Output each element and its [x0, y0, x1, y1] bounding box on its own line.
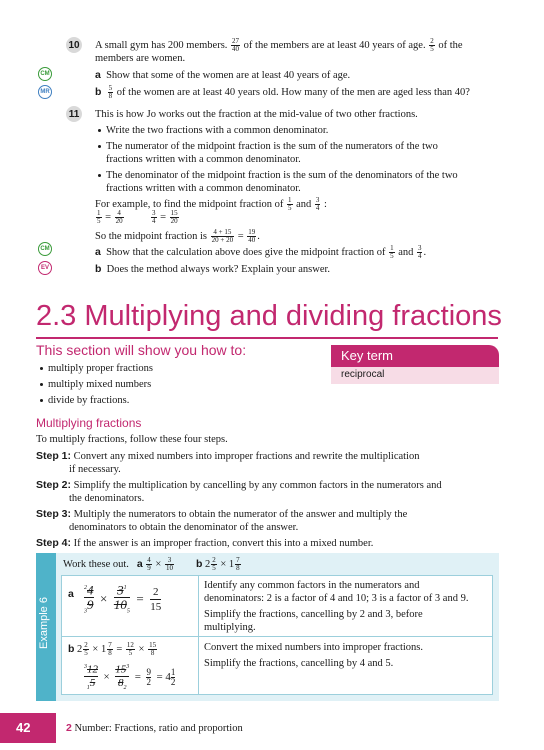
table-column-divider	[198, 575, 199, 695]
part-b-explanation-2: Simplify the fractions, cancelling by 4 and 5.	[204, 658, 394, 669]
q11-bullet-3a: The denominator of the midpoint fraction is the sum of the denominators of the two	[106, 170, 458, 181]
cm-badge-icon: CM	[38, 242, 52, 256]
question-number-10: 10	[66, 37, 82, 53]
key-term: reciprocal	[341, 369, 385, 380]
footer-chapter: 2 Number: Fractions, ratio and proportion	[66, 722, 243, 734]
cm-badge-icon: CM	[38, 67, 52, 81]
step-1-cont: if necessary.	[69, 464, 121, 475]
bullet-icon	[40, 383, 43, 386]
q11-equivalent-2: $\frac{3}{4}$ = $\frac{15}{20}$	[152, 209, 178, 225]
q10-part-a: a Show that some of the women are at least 40 years of age.	[95, 69, 351, 81]
q11-part-b: b Does the method always work? Explain your answer.	[95, 263, 331, 275]
part-b-working-2: $\frac{^312}{_15}$ × $\frac{15^3}{8_2}$ = $\frac{9}{2}$ = 4 $\frac{1}{2}$	[84, 661, 175, 694]
key-term-header	[331, 345, 499, 367]
bullet-icon	[98, 145, 101, 148]
q10-part-b: b $\frac{5}{8}$ of the women are at least 40 years old. How many of the men are aged less than 40?	[95, 84, 470, 100]
part-b-working-1: b 2 $\frac{2}{5}$ × 1 $\frac{7}{8}$ = $\frac{12}{5}$ × $\frac{15}{8}$	[68, 641, 157, 657]
q11-equivalent-1: $\frac{1}{5}$ = $\frac{4}{20}$	[97, 209, 123, 225]
step-4: Step 4: If the answer is an improper fraction, convert this into a mixed number.	[36, 537, 374, 549]
key-term-title: Key term	[341, 348, 394, 363]
ev-badge-icon: EV	[38, 261, 52, 275]
step-1: Step 1: Convert any mixed numbers into improper fractions and rewrite the multiplication	[36, 450, 420, 462]
part-a-explanation-2: denominators: 2 is a factor of 4 and 10; 3 is a factor of 3 and 9.	[204, 593, 469, 604]
bullet-icon	[40, 399, 43, 402]
page-number-tab	[0, 713, 56, 743]
step-3-cont: denominators to obtain the denominator of the answer.	[69, 522, 299, 533]
section-bullet: multiply proper fractions	[48, 363, 153, 374]
q11-bullet-2b: fractions written with a common denominator.	[106, 154, 301, 165]
subsection-heading: Multiplying fractions	[36, 416, 142, 430]
part-a-working: $\frac{^24}{_39}$ × $\frac{3^1}{10_5}$ = $\frac{2}{15}$	[84, 581, 161, 619]
q11-bullet-3b: fractions written with a common denominator.	[106, 183, 301, 194]
section-divider	[36, 337, 498, 339]
bullet-icon	[98, 129, 101, 132]
table-row-divider	[61, 636, 493, 637]
key-term-body	[331, 367, 499, 384]
question-number-11: 11	[66, 106, 82, 122]
q11-bullet-2a: The numerator of the midpoint fraction is the sum of the numerators of the two	[106, 141, 438, 152]
section-bullet: divide by fractions.	[48, 395, 130, 406]
example-part-a-label: a	[68, 588, 74, 600]
section-title: 2.3 Multiplying and dividing fractions	[36, 300, 502, 332]
bullet-icon	[40, 367, 43, 370]
example-tab-label: Example 6	[38, 597, 50, 649]
part-b-explanation-1: Convert the mixed numbers into improper fractions.	[204, 642, 423, 653]
steps-intro: To multiply fractions, follow these four steps.	[36, 434, 228, 445]
q11-part-a: a Show that the calculation above does give the midpoint fraction of $\frac{1}{5}$ and $\frac{3}{4}$ .	[95, 244, 427, 260]
q11-intro: This is how Jo works out the fraction at the mid-value of two other fractions.	[95, 109, 418, 120]
q11-bullet-1: Write the two fractions with a common denominator.	[106, 125, 329, 136]
part-a-explanation-3: Simplify the fractions, cancelling by 2 and 3, before	[204, 609, 423, 620]
q11-example-line: For example, to find the midpoint fraction of $\frac{1}{5}$ and $\frac{3}{4}$ :	[95, 196, 327, 212]
bullet-icon	[98, 174, 101, 177]
mr-badge-icon: MR	[38, 85, 52, 99]
step-2: Step 2: Simplify the multiplication by cancelling by any common factors in the numerators and	[36, 479, 442, 491]
step-2-cont: the denominators.	[69, 493, 145, 504]
part-a-explanation-1: Identify any common factors in the numerators and	[204, 580, 420, 591]
step-3: Step 3: Multiply the numerators to obtain the numerator of the answer and multiply the	[36, 508, 408, 520]
q11-midpoint-line: So the midpoint fraction is $\frac{4 + 15}{20 + 20}$ = $\frac{19}{40}$ .	[95, 228, 260, 244]
q10-line1: A small gym has 200 members. $\frac{27}{40}$ of the members are at least 40 years of age. $\frac{2}{5}$ of the	[95, 37, 463, 53]
q10-line2: members are women.	[95, 53, 186, 64]
example-tab	[36, 553, 56, 701]
section-intro: This section will show you how to:	[36, 342, 247, 358]
page-number: 42	[16, 720, 31, 735]
part-a-explanation-4: multiplying.	[204, 622, 256, 633]
example-task: Work these out. a $\frac{4}{9}$ × $\frac{3}{10}$ b 2 $\frac{2}{5}$ × 1 $\frac{7}{8}$	[63, 556, 240, 572]
section-bullet: multiply mixed numbers	[48, 379, 152, 390]
